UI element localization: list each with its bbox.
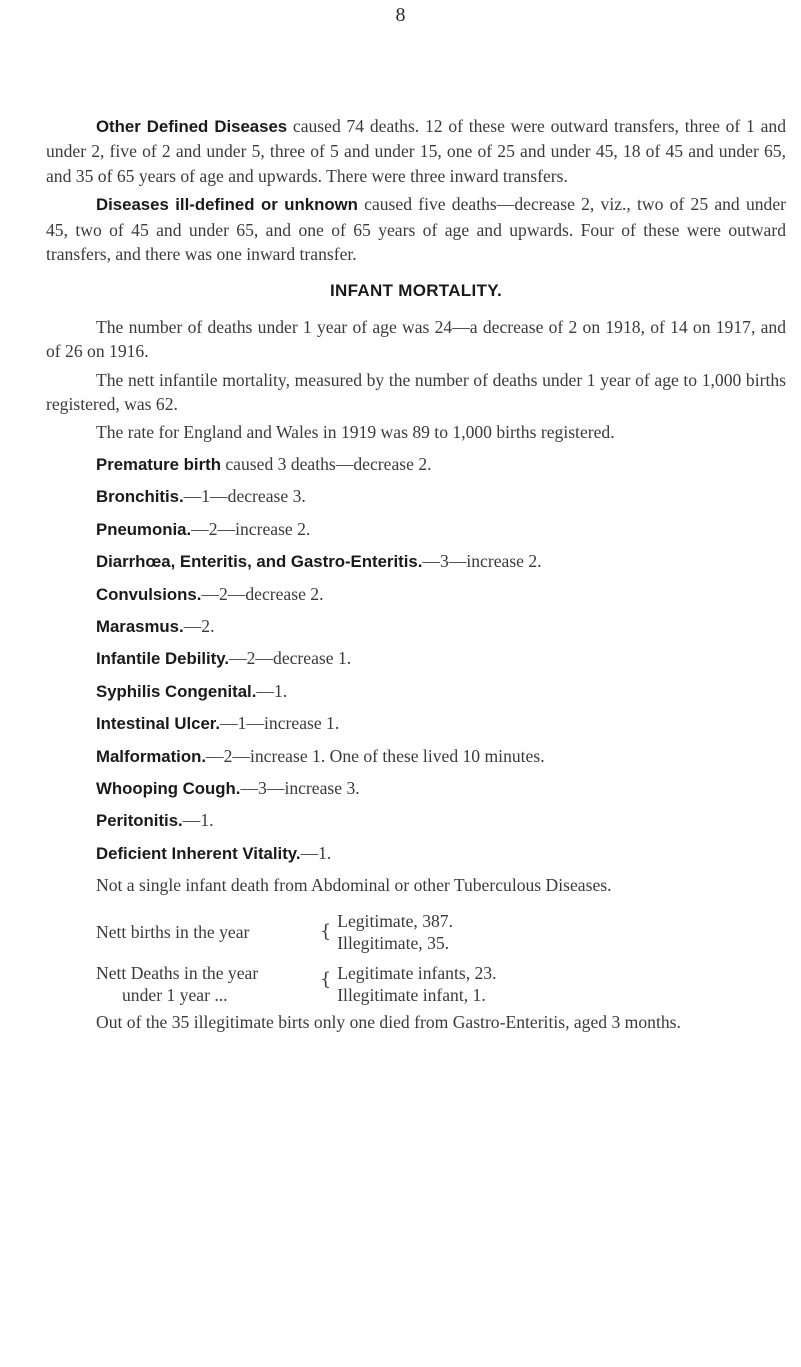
deaths-label	[46, 954, 314, 1006]
brace-icon: {	[320, 969, 332, 990]
other-defined-text: caused 74 deaths. 12 of these were outward transfers, three of 1 and under 2, five of 2 and under 5, three of 5 and under 15, one of 25 and under 45, 18 of 45 and under 65, and 35 of 65 years of age and upwards. There were three inward transfers.	[46, 116, 787, 186]
cause-entry	[46, 711, 786, 736]
deaths-legitimate: Legitimate infants, 23.	[337, 962, 497, 983]
deaths-values	[337, 954, 496, 1006]
cause-text: —2—decrease 1.	[229, 648, 352, 669]
cause-text: —2.	[183, 615, 215, 636]
cause-text: —1.	[300, 842, 332, 863]
cause-text: —1.	[182, 810, 214, 831]
cause-entry	[46, 614, 786, 639]
england-wales-paragraph: The rate for England and Wales in 1919 was 89 to 1,000 births registered.	[96, 422, 615, 443]
tuberculous-note: Not a single infant death from Abdominal or other Tuberculous Diseases.	[96, 875, 612, 896]
cause-name: Peritonitis.	[96, 811, 183, 831]
cause-entry	[46, 484, 786, 509]
cause-entry	[46, 582, 786, 607]
births-label: Nett births in the year	[96, 921, 250, 942]
births-row	[46, 910, 496, 954]
cause-name: Deficient Inherent Vitality.	[96, 843, 301, 863]
other-defined-paragraph	[46, 114, 786, 188]
final-paragraph: Out of the 35 illegitimate birts only one died from Gastro-Enteritis, aged 3 months.	[96, 1011, 681, 1032]
cause-entry	[46, 646, 786, 671]
ill-defined-heading: Diseases ill-defined or unknown	[96, 195, 358, 215]
deaths-label-line1: Nett Deaths in the year	[96, 962, 259, 983]
cause-name: Convulsions.	[96, 584, 202, 604]
cause-name: Premature birth	[96, 454, 221, 474]
cause-name: Syphilis Congenital.	[96, 681, 257, 701]
deaths-illegitimate: Illegitimate infant, 1.	[337, 984, 486, 1005]
cause-entry	[46, 744, 786, 769]
cause-entry	[46, 679, 786, 704]
other-defined-heading: Other Defined Diseases	[96, 117, 288, 136]
brace-icon: {	[320, 921, 332, 942]
births-values	[337, 910, 496, 954]
cause-entry	[46, 841, 786, 866]
cause-entry	[46, 808, 786, 833]
cause-entry	[46, 452, 786, 477]
cause-text: —2—increase 1. One of these lived 10 minutes.	[206, 745, 545, 766]
document-body	[46, 114, 786, 1034]
infant-deaths-paragraph: The number of deaths under 1 year of age was 24—a decrease of 2 on 1918, of 14 on 1917, and of 26 on 1916.	[46, 316, 786, 362]
deaths-row	[46, 954, 496, 1006]
cause-name: Bronchitis.	[96, 487, 184, 507]
cause-name: Pneumonia.	[96, 519, 192, 539]
cause-text: —2—increase 2.	[191, 518, 311, 539]
page-number: 8	[395, 4, 406, 26]
deaths-label-line2: under 1 year ...	[122, 984, 228, 1005]
cause-entry	[46, 776, 786, 801]
cause-text: —1—decrease 3.	[183, 486, 306, 507]
summary-table	[46, 910, 496, 1006]
cause-text: —1.	[256, 680, 288, 701]
ill-defined-paragraph	[46, 192, 786, 266]
cause-name: Whooping Cough.	[96, 778, 241, 798]
cause-entry	[46, 549, 786, 574]
cause-text: caused 3 deaths—decrease 2.	[220, 453, 432, 474]
births-legitimate: Legitimate, 387.	[337, 910, 453, 931]
infant-mortality-heading: INFANT MORTALITY.	[330, 281, 502, 301]
cause-entry	[46, 517, 786, 542]
cause-text: —1—increase 1.	[220, 713, 340, 734]
cause-name: Infantile Debility.	[96, 649, 230, 669]
cause-name: Marasmus.	[96, 616, 184, 636]
cause-text: —2—decrease 2.	[201, 583, 324, 604]
ill-defined-text: caused five deaths—decrease 2, viz., two of 25 and under 45, two of 45 and under 65, and one of 65 years of age and upwards. Four of these were outward transfers, and there was one inward transfer.	[46, 194, 787, 265]
cause-text: —3—increase 3.	[240, 777, 360, 798]
cause-name: Intestinal Ulcer.	[96, 714, 221, 734]
cause-name: Malformation.	[96, 746, 207, 766]
births-illegitimate: Illegitimate, 35.	[337, 932, 450, 953]
cause-text: —3—increase 2.	[422, 551, 542, 572]
infant-rate-paragraph: The nett infantile mortality, measured by the number of deaths under 1 year of age to 1,000 births registered, was 62.	[46, 369, 786, 415]
cause-name: Diarrhœa, Enteritis, and Gastro-Enteritis.	[96, 552, 423, 572]
causes-list	[46, 452, 786, 866]
